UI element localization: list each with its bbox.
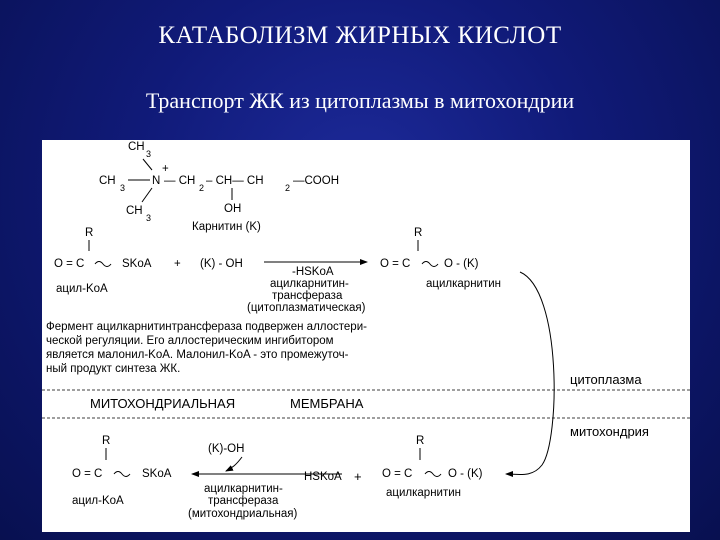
ch3-bottom: CH	[126, 205, 143, 217]
charge-plus: +	[162, 163, 169, 175]
note-line: ческой регуляции. Его аллостерическим ингибитором	[46, 335, 334, 347]
bond-top	[143, 159, 152, 170]
lower-oc-left: O = C	[72, 468, 103, 480]
membrane-left-word: МИТОХОНДРИАЛЬНАЯ	[90, 396, 236, 411]
cytoplasm-label: цитоплазма	[570, 372, 642, 387]
bond-bottom	[142, 188, 152, 202]
upper-acyl-coa-label: ацил-KoA	[56, 283, 108, 295]
lower-enzyme-line2: трансфераза	[208, 495, 279, 507]
note-line: Фермент ацилкарнитинтрансфераза подвержен аллостери-	[46, 321, 367, 333]
lower-wave-left	[114, 472, 130, 477]
upper-skoa: SKoA	[122, 258, 152, 270]
ch3-bottom-sub: 3	[146, 213, 152, 223]
upper-o-k: O - (K)	[444, 258, 479, 270]
membrane-right-word: МЕМБРАНА	[290, 396, 364, 411]
ch3-top: CH	[128, 141, 145, 153]
carnitine-structure	[99, 141, 339, 233]
upper-reaction	[54, 227, 501, 314]
upper-enzyme-line2: трансфераза	[272, 290, 343, 302]
upper-acylcarnitine-label: ацилкарнитин	[426, 278, 502, 290]
upper-k-oh: (K) - OH	[200, 258, 243, 270]
lower-o-k: O - (K)	[448, 468, 483, 480]
regulation-note	[46, 321, 367, 375]
ch3-left: CH	[99, 175, 116, 187]
lower-reaction	[72, 435, 483, 520]
mitochondria-label: митохондрия	[570, 424, 649, 439]
lower-k-oh: (K)-OH	[208, 443, 245, 455]
upper-oc-right: O = C	[380, 258, 411, 270]
lower-skoa: SKoA	[142, 468, 172, 480]
transport-arrow	[506, 272, 554, 475]
note-line: ный продукт синтеза ЖК.	[46, 363, 181, 375]
note-line: является малонил-KoA. Малонил-KoA - это промежуточ-	[46, 349, 349, 361]
hydroxyl: OH	[224, 203, 242, 215]
lower-acyl-coa-label: ацил-KoA	[72, 495, 124, 507]
ch3-top-sub: 3	[146, 149, 152, 159]
diagram-panel	[42, 140, 690, 532]
chain-cooh: —COOH	[293, 175, 339, 187]
lower-r-left: R	[102, 435, 111, 447]
upper-r-right: R	[414, 227, 423, 239]
lower-acylcarnitine-label: ацилкарнитин	[386, 487, 462, 499]
lower-plus: +	[354, 469, 362, 484]
chain-ch: – CH— CH	[206, 175, 264, 187]
upper-r-left: R	[85, 227, 94, 239]
upper-oc-left: O = C	[54, 258, 85, 270]
upper-wave-right	[422, 262, 438, 267]
upper-wave-left	[95, 262, 111, 267]
nitrogen: N	[152, 175, 161, 187]
mitochondrial-membrane	[42, 372, 690, 439]
lower-branch-arrow	[226, 457, 242, 471]
carnitine-label: Карнитин (K)	[192, 221, 261, 233]
upper-enzyme-line3: (цитоплазматическая)	[247, 302, 366, 314]
ch3-left-sub: 3	[120, 183, 126, 193]
upper-plus: +	[174, 258, 181, 270]
lower-enzyme-line3: (митохондриальная)	[188, 508, 298, 520]
chain-ch2-a: — CH	[164, 175, 196, 187]
slide-subtitle: Транспорт ЖК из цитоплазмы в митохондрии	[145, 88, 575, 113]
chain-sub2-a: 2	[199, 183, 205, 193]
lower-wave-right	[425, 472, 441, 477]
slide-title: КАТАБОЛИЗМ ЖИРНЫХ КИСЛОТ	[158, 22, 562, 49]
lower-enzyme-line1: ацилкарнитин-	[204, 483, 283, 495]
lower-oc-right: O = C	[382, 468, 413, 480]
upper-hskoa: -HSKoA	[292, 266, 334, 278]
reaction-diagram	[42, 140, 690, 532]
lower-r-right: R	[416, 435, 425, 447]
lower-hskoa: HSKoA	[304, 471, 342, 483]
upper-enzyme-line1: ацилкарнитин-	[270, 278, 349, 290]
chain-sub2-b: 2	[285, 183, 291, 193]
